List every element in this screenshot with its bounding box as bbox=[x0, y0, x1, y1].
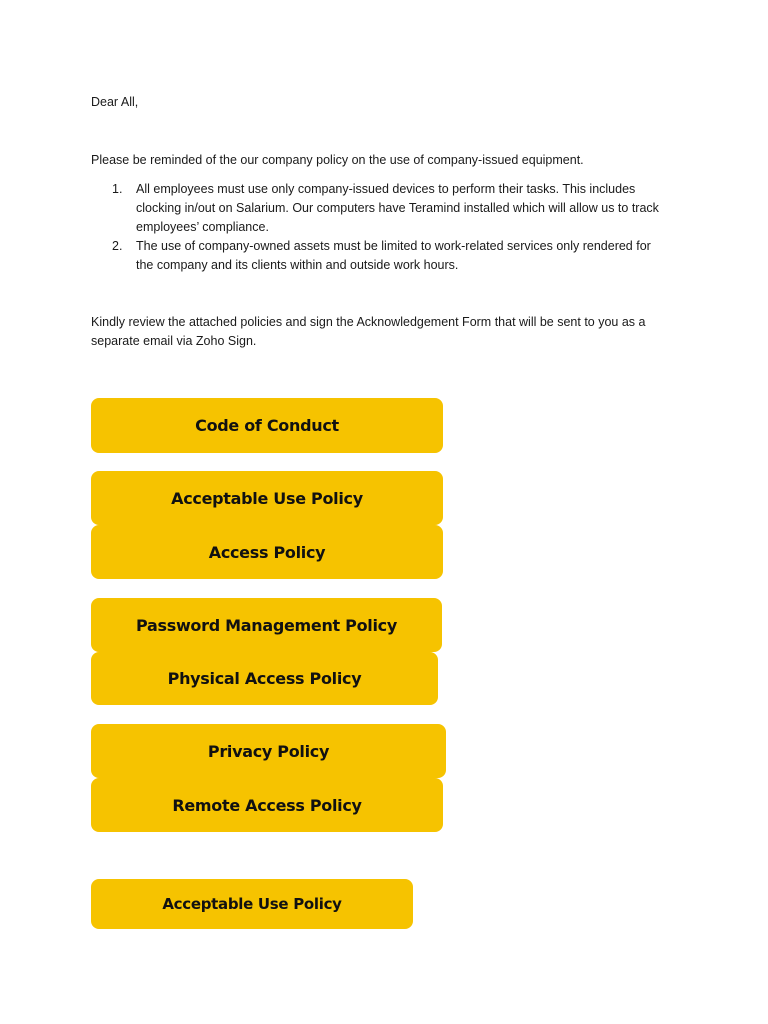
closing-line: Kindly review the attached policies and sign the Acknowledgement Form that will be sent to you as a bbox=[91, 315, 646, 329]
physical-access-policy-button[interactable]: Physical Access Policy bbox=[91, 652, 438, 705]
list-line: All employees must use only company-issued devices to perform their tasks. This includes bbox=[136, 182, 636, 196]
intro-paragraph: Please be reminded of the our company policy on the use of company-issued equipment. bbox=[91, 153, 584, 167]
list-line: the company and its clients within and outside work hours. bbox=[136, 258, 459, 272]
list-line: The use of company-owned assets must be limited to work-related services only rendered for bbox=[136, 239, 651, 253]
closing-paragraph bbox=[91, 313, 691, 351]
acceptable-use-policy-button-2[interactable]: Acceptable Use Policy bbox=[91, 879, 413, 929]
password-management-policy-button[interactable]: Password Management Policy bbox=[91, 598, 442, 652]
greeting: Dear All, bbox=[91, 95, 139, 109]
list-number: 1. bbox=[112, 182, 123, 196]
closing-line: separate email via Zoho Sign. bbox=[91, 334, 257, 348]
list-item bbox=[91, 237, 691, 275]
privacy-policy-button[interactable]: Privacy Policy bbox=[91, 724, 446, 778]
policy-list bbox=[91, 180, 691, 275]
access-policy-button[interactable]: Access Policy bbox=[91, 525, 443, 579]
list-number: 2. bbox=[112, 239, 123, 253]
list-item bbox=[91, 180, 691, 237]
acceptable-use-policy-button[interactable]: Acceptable Use Policy bbox=[91, 471, 443, 525]
remote-access-policy-button[interactable]: Remote Access Policy bbox=[91, 778, 443, 832]
list-line: employees’ compliance. bbox=[136, 220, 269, 234]
list-line: clocking in/out on Salarium. Our computers have Teramind installed which will allow us to track bbox=[136, 201, 659, 215]
code-of-conduct-button[interactable]: Code of Conduct bbox=[91, 398, 443, 453]
